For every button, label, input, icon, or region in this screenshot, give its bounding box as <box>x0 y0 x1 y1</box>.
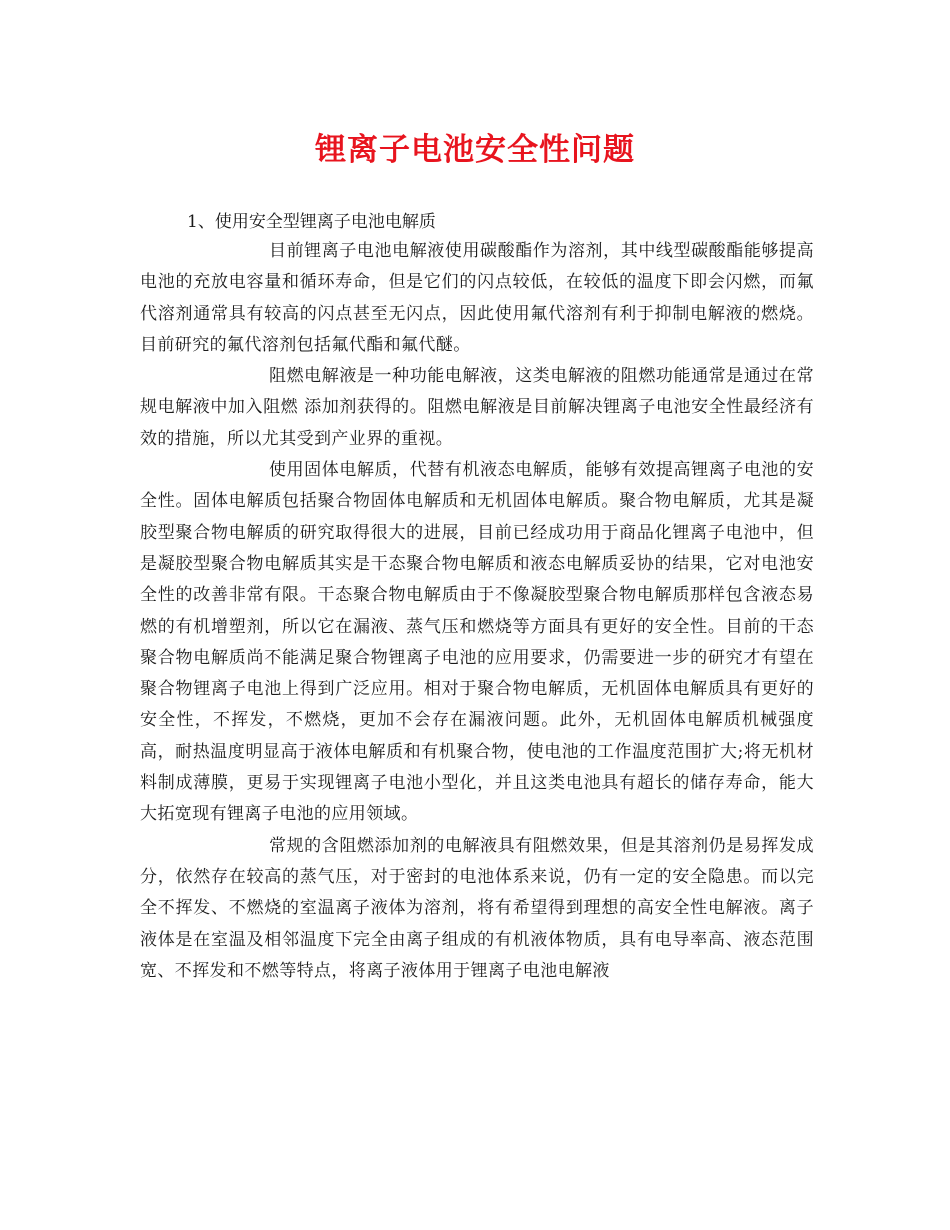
paragraph-ionic-liquids: 常规的含阻燃添加剂的电解液具有阻燃效果，但是其溶剂仍是易挥发成分，依然存在较高的蒸气压，对于密封的电池体系来说，仍有一定的安全隐患。而以完全不挥发、不燃烧的室温离子液体为溶剂，将有希望得到理想的高安全性电解液。离子液体是在室温及相邻温度下完全由离子组成的有机液体物质，具有电导率高、液态范围宽、不挥发和不燃等特点，将离子液体用于锂离子电池电解液 <box>140 835 814 981</box>
paragraph-fluorinated-solvents: 目前锂离子电池电解液使用碳酸酯作为溶剂，其中线型碳酸酯能够提高电池的充放电容量和循环寿命，但是它们的闪点较低，在较低的温度下即会闪燃，而氟代溶剂通常具有较高的闪点甚至无闪点，因此使用氟代溶剂有利于抑制电解液的燃烧。目前研究的氟代溶剂包括氟代酯和氟代醚。 <box>140 241 814 355</box>
document-title: 锂离子电池安全性问题 <box>315 132 635 168</box>
document-body <box>140 236 814 987</box>
section-heading: 1、使用安全型锂离子电池电解质 <box>187 212 436 232</box>
paragraph-solid-electrolyte: 使用固体电解质，代替有机液态电解质，能够有效提高锂离子电池的安全性。固体电解质包括聚合物固体电解质和无机固体电解质。聚合物电解质，尤其是凝胶型聚合物电解质的研究取得很大的进展，目前已经成功用于商品化锂离子电池中，但是凝胶型聚合物电解质其实是干态聚合物电解质和液态电解质妥协的结果，它对电池安全性的改善非常有限。干态聚合物电解质由于不像凝胶型聚合物电解质那样包含液态易燃的有机增塑剂，所以它在漏液、蒸气压和燃烧等方面具有更好的安全性。目前的干态聚合物电解质尚不能满足聚合物锂离子电池的应用要求，仍需要进一步的研究才有望在聚合物锂离子电池上得到广泛应用。相对于聚合物电解质，无机固体电解质具有更好的安全性，不挥发，不燃烧，更加不会存在漏液问题。此外，无机固体电解质机械强度高，耐热温度明显高于液体电解质和有机聚合物，使电池的工作温度范围扩大;将无机材料制成薄膜，更易于实现锂离子电池小型化，并且这类电池具有超长的储存寿命，能大大拓宽现有锂离子电池的应用领域。 <box>140 460 814 825</box>
paragraph-flame-retardant-electrolyte: 阻燃电解液是一种功能电解液，这类电解液的阻燃功能通常是通过在常规电解液中加入阻燃 添加剂获得的。阻燃电解液是目前解决锂离子电池安全性最经济有效的措施，所以尤其受到产业界的重视。 <box>140 366 814 449</box>
